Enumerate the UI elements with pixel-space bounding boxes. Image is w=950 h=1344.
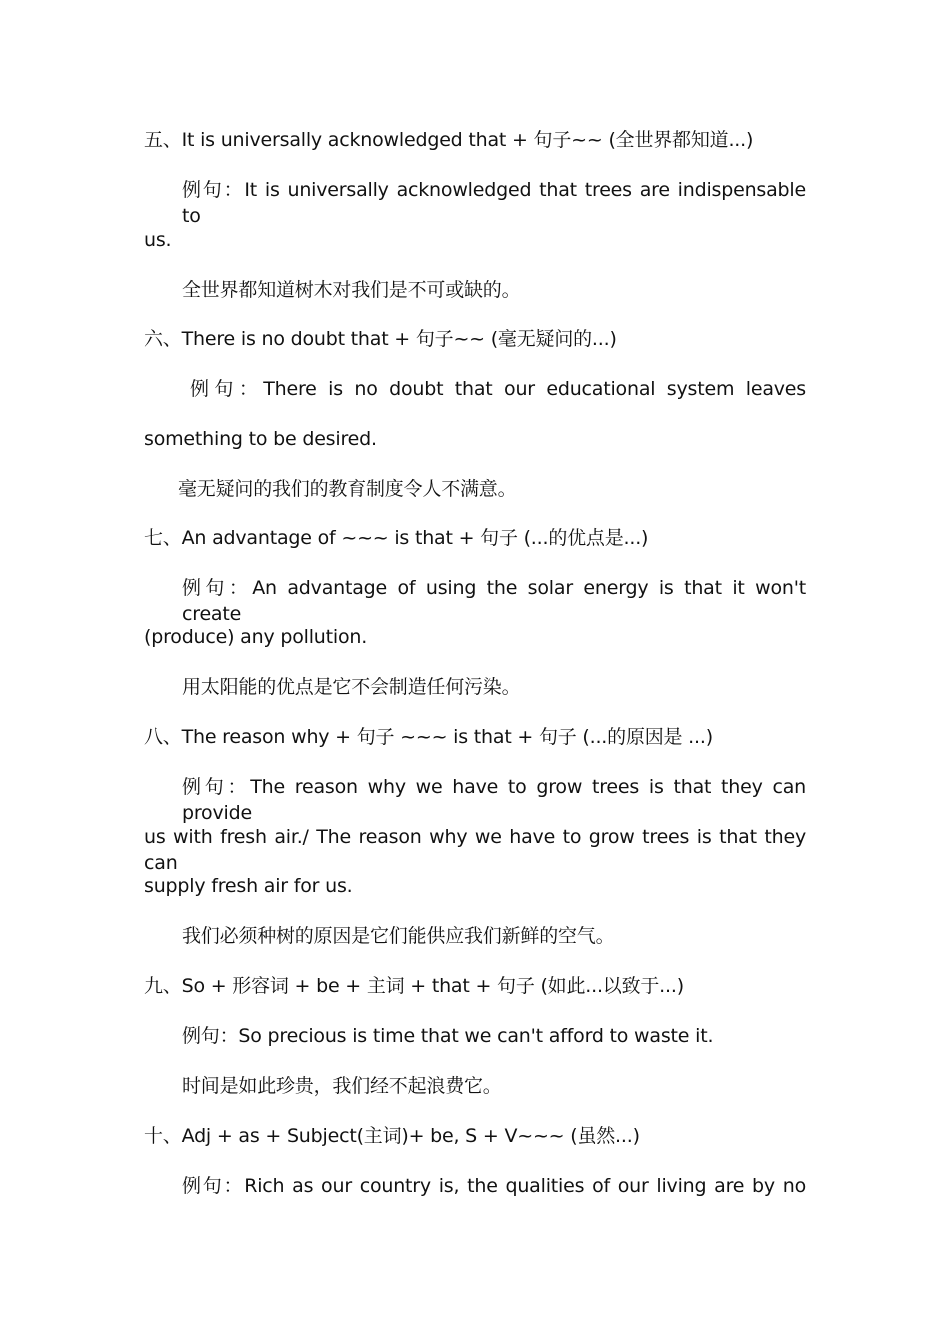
section-7-translation: 用太阳能的优点是它不会制造任何污染。 xyxy=(182,676,521,698)
section-5-example: 例句：It is universally acknowledged that trees are indispensable to xyxy=(182,179,806,227)
section-8-example-cont: us with fresh air./ The reason why we have to grow trees is that they can xyxy=(144,826,806,874)
section-7-heading: 七、An advantage of ~~~ is that + 句子 (...的优点是...) xyxy=(144,527,649,549)
section-6-example: 例句：There is no doubt that our educational system leaves xyxy=(190,378,806,400)
section-5-translation: 全世界都知道树木对我们是不可或缺的。 xyxy=(182,279,521,301)
section-8-heading: 八、The reason why + 句子 ~~~ is that + 句子 (...的原因是 ...) xyxy=(144,726,713,748)
section-8-example-cont-2: supply fresh air for us. xyxy=(144,875,353,897)
section-8-translation: 我们必须种树的原因是它们能供应我们新鲜的空气。 xyxy=(182,925,615,947)
section-10-example: 例句：Rich as our country is, the qualities of our living are by no xyxy=(182,1175,806,1197)
section-9-heading: 九、So + 形容词 + be + 主词 + that + 句子 (如此...以致于...) xyxy=(144,975,684,997)
section-6-heading: 六、There is no doubt that + 句子~~ (毫无疑问的...) xyxy=(144,328,617,350)
section-7-example: 例句：An advantage of using the solar energy is that it won't create xyxy=(182,577,806,625)
section-6-example-cont: something to be desired. xyxy=(144,428,377,450)
section-5-heading: 五、It is universally acknowledged that + 句子~~ (全世界都知道...) xyxy=(144,129,754,151)
section-8-example: 例句：The reason why we have to grow trees is that they can provide xyxy=(182,776,806,824)
section-7-example-cont: (produce) any pollution. xyxy=(144,626,368,648)
section-9-translation: 时间是如此珍贵，我们经不起浪费它。 xyxy=(182,1075,502,1097)
section-5-example-cont: us. xyxy=(144,229,172,251)
section-9-example: 例句：So precious is time that we can't afford to waste it. xyxy=(182,1025,714,1047)
section-6-translation: 毫无疑问的我们的教育制度令人不满意。 xyxy=(178,478,517,500)
section-10-heading: 十、Adj + as + Subject(主词)+ be, S + V~~~ (虽然...) xyxy=(144,1125,640,1147)
